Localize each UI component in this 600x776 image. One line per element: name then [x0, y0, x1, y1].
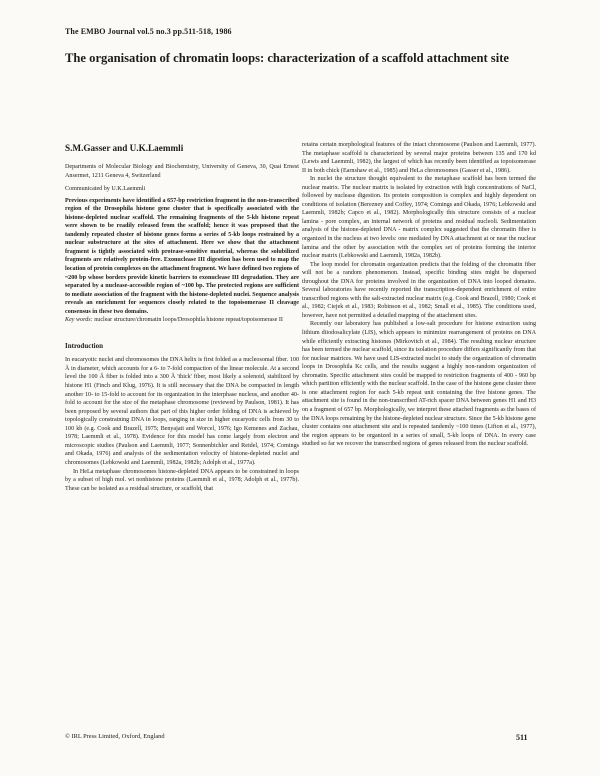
section-heading-introduction: Introduction — [65, 341, 103, 350]
keywords — [65, 316, 299, 325]
page-number: 511 — [516, 733, 528, 742]
keywords-text: nuclear structure/chromatin loops/Drosophila histone repeat/topoisomerase II — [94, 317, 283, 324]
right-column — [302, 141, 536, 449]
abstract: Previous experiments have identified a 657-bp restriction fragment in the non-transcribed region of the Drosophila histone gene cluster that is specifically associated with the histone-depleted nuclear scaffold. The remaining fragments of the 5-kb histone repeat were shown to be readily released from the scaffold; hence it was proposed that the tandemly repeated cluster of histone genes forms a series of 5-kb loops restrained by a nuclear substructure at the sites of attachment. Here we show that the attachment fragment is tightly associated with protease-sensitive material, whereas the solubilized fragments are relatively protein-free. Exonuclease III digestion has been used to map the location of protein complexes on the attachment fragment. We have defined two regions of ~200 bp whose borders provide kinetic barriers to exonuclease III degradation. They are separated by a nuclease-accessible region of ~100 bp. The protected regions are sufficient to mediate association of the fragment with the histone-depleted nuclei. Sequence analysis reveals an enrichment for sequences closely related to the topoisomerase II cleavage consensus in these two domains. — [65, 197, 299, 315]
copyright-footer: © IRL Press Limited, Oxford, England — [65, 733, 165, 740]
affiliation: Departments of Molecular Biology and Biochemistry, University of Geneva, 30, Quai Ernest Ansermet, 1211 Geneva 4, Switzerland — [65, 164, 299, 179]
body-paragraph: In nuclei the structure thought equivalent to the metaphase scaffold has been termed the nuclear matrix. The nuclear matrix is isolated by extraction with high concentrations of NaCl, followed by nuclease digestion. Its protein composition is complex and highly dependent on conditions of isolation (Berezney and Coffey, 1974; Comings and Okada, 1976; Lebkowski and Laemmli, 1982b; Capco et al., 1982). Morphologically this structure consists of a nuclear lamina - pore complex, an internal network of proteins and residual nucleoli. Sedimentation analysis of the histone-depleted DNA - matrix complex suggested that the chromatin fiber is organized in the nucleus at two levels: one mediated by DNA attachment at or near the nuclear lamina and the other by association with the complex set of proteins forming the interior nuclear matrix (Lebkowski and Laemmli, 1982a, 1982b). — [302, 176, 536, 260]
communicated-by: Communicated by U.K.Laemmli — [65, 186, 146, 193]
body-paragraph: In eucaryotic nuclei and chromosomes the DNA helix is first folded as a nucleosomal fiber. 100 Å in diameter, which accounts for a 6- to 7-fold compaction of the linear molecule. At a second level the 100 Å fiber is folded into a 300 Å 'thick' fiber, most likely a solenoid, stabilized by histone H1 (Finch and Klug, 1976). It is still necessary that the DNA be compacted in length another 10- to 15-fold to account for its organization in the interphase nucleus, and another 40-fold to account for the size of the metaphase chromosome (reviewed by Paulson, 1981). It has been proposed by several authors that part of this higher order folding of DNA is achieved by topologically constraining DNA in loops, ranging in size in higher eucaryotic cells from 30 to 100 kb (e.g. Cook and Brazell, 1975; Benyajati and Worcel, 1976; Igo Kemenes and Zachau, 1978; Laemmli et al., 1978). Evidence for this model has come largely from electron and microscopic studies (Paulson and Laemmli, 1977; Sonnenbichler and Reidel, 1974; Comings and Okada, 1976) and analysis of the sedimentation velocity of histone-depleted nuclei and chromosomes (Lebkowski and Laemmli, 1982a, 1982b; Adolph et al., 1977a). — [65, 357, 299, 466]
author-list: S.M.Gasser and U.K.Laemmli — [65, 143, 184, 153]
keywords-label: Key words: — [65, 317, 93, 324]
body-paragraph: retains certain morphological features of the intact chromosome (Paulson and Laemmli, 1977). The metaphase scaffold is characterized by several major proteins between 135 and 170 kd (Lewis and Laemmli, 1982), the largest of which has recently been identified as topoisomerase II in both chick (Earnshaw et al., 1985) and HeLa chromosomes (Gasser et al., 1986). — [302, 142, 536, 174]
left-column — [65, 163, 299, 493]
article-title: The organisation of chromatin loops: characterization of a scaffold attachment site — [65, 51, 509, 65]
journal-citation: The EMBO Journal vol.5 no.3 pp.511-518, 1986 — [65, 27, 232, 36]
body-paragraph: Recently our laboratory has published a low-salt procedure for histone extraction using lithium diiodosalicylate (LIS), which appears to minimize rearrangement of proteins on DNA while efficiently extracting histones (Mirkovitch et al., 1984). The resulting nuclear structure has been termed the nuclear scaffold, since its isolation procedure differs significantly from that for nuclear matrices. We have used LIS-extracted nuclei to study the organization of chromatin loops in Drosophila Kc cells, and the results suggest a highly non-random organization of chromatin. Specific attachment sites could be mapped to restriction fragments of 400 - 960 bp which partition efficiently with the nuclear scaffold. In the case of the histone gene cluster there is one attachment region for each 5-kb repeat unit containing the five histone genes. The attachment site is found in the non-transcribed AT-rich spacer DNA between genes H1 and H3 on a fragment of 657 bp. Morphologically, we interpret these attached fragments as the bases of the DNA loops remaining by the histone-depleted nuclear structure. Since the 5-kb histone gene cluster contains one attachment site and is repeated tandemly ~100 times (Lifton et al., 1977), the region appears to be organized in a series of small, 5-kb loops of DNA. In every case studied so far we recover the transcribed regions of genes released from the nuclear scaffold. — [302, 321, 536, 448]
body-paragraph: In HeLa metaphase chromosomes histone-depleted DNA appears to be constrained in loops by a subset of high mol. wt nonhistone proteins (Laemmli et al., 1978; Adolph et al., 1977b). These can be isolated as a residual structure, or scaffold, that — [65, 468, 299, 492]
body-paragraph: The loop model for chromatin organization predicts that the folding of the chromatin fiber will not be a random phenomenon. Instead, specific binding sites might be dispersed throughout the DNA for proteins involved in the organization of DNA into looped domains. Several laboratories have recently reported the transcription-dependent enrichment of entire transcribed regions with the salt-extracted nuclear matrix (e.g. Cook and Brazell, 1980; Cook et al., 1982; Ciejek et al., 1983; Robinson et al., 1982; Small et al., 1985). The conditions used, however, have not permitted a detailed mapping of the attachment sites. — [302, 261, 536, 319]
